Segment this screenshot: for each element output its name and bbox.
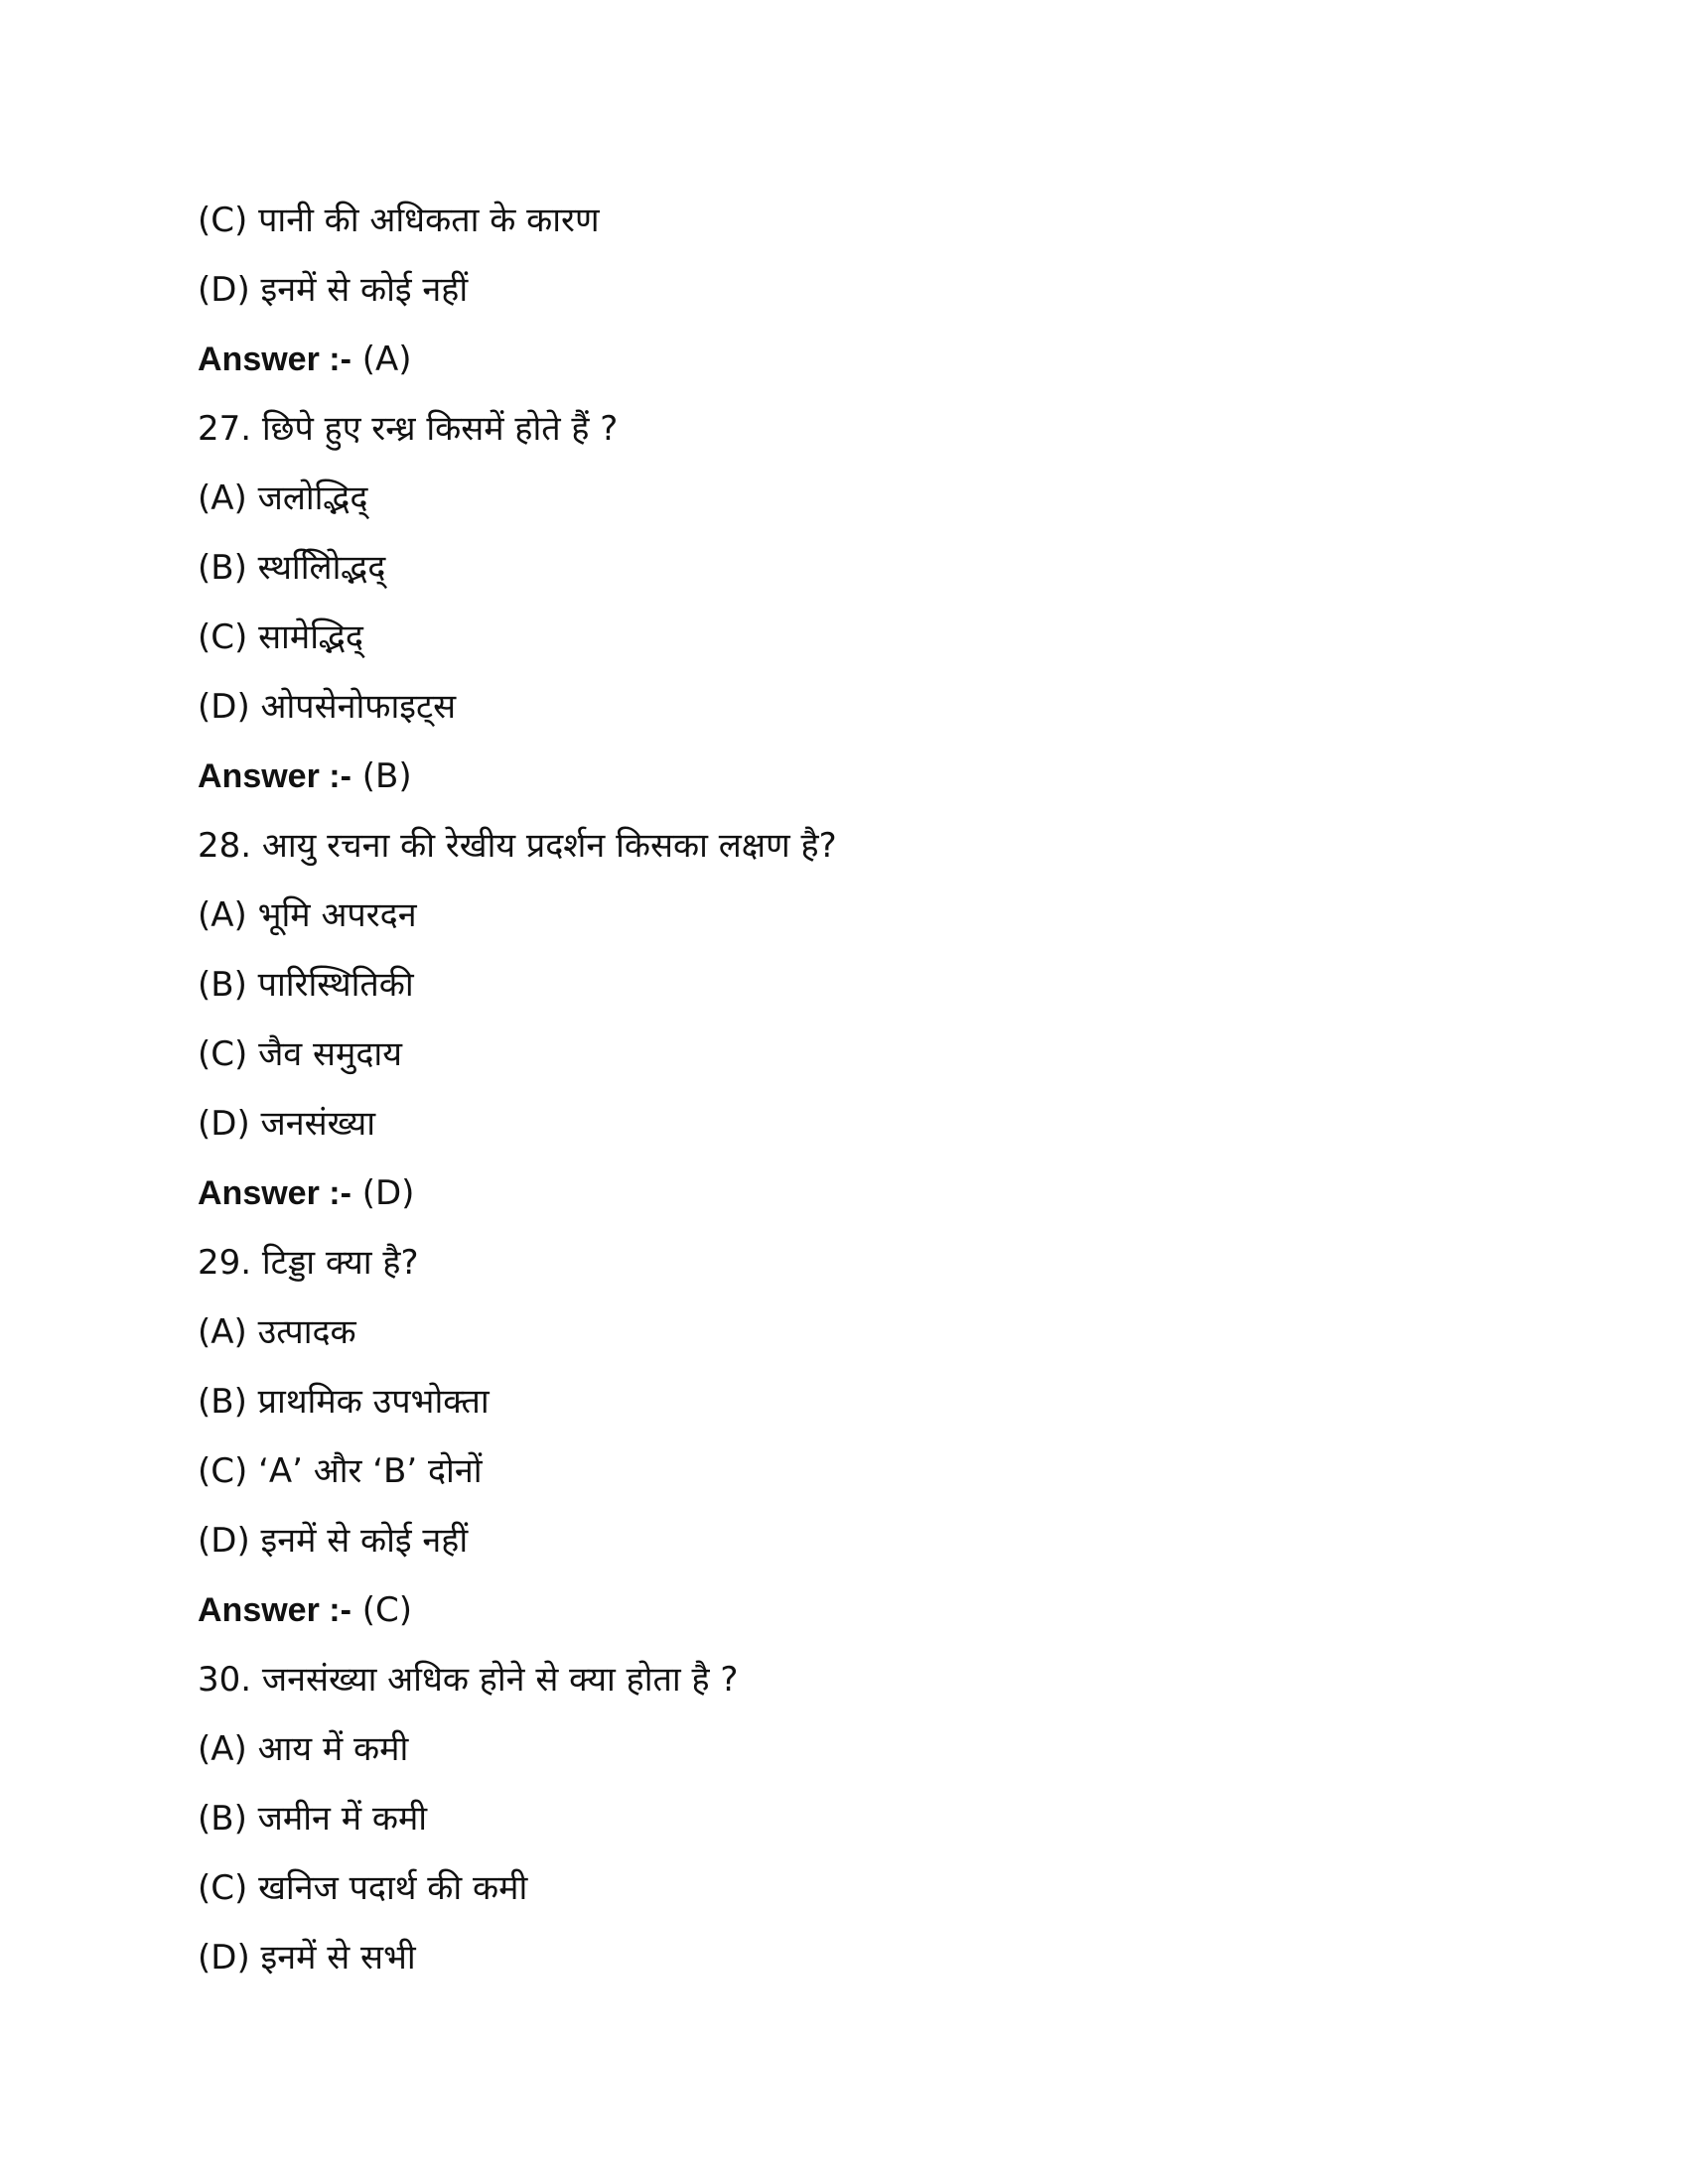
answer-value: (C) xyxy=(351,1590,412,1630)
answer-value: (B) xyxy=(351,756,412,796)
question-line: 30. जनसंख्या अधिक होने से क्या होता है ? xyxy=(198,1660,739,1700)
question-line: 27. छिपे हुए रन्ध्र किसमें होते हैं ? xyxy=(198,409,619,449)
option-line: (C) खनिज पदार्थ की कमी xyxy=(198,1868,528,1908)
option-line: (A) भूमि अपरदन xyxy=(198,895,417,935)
option-line: (C) सामेद्भिद् xyxy=(198,617,363,657)
option-line: (B) स्थलोििद्भद् xyxy=(198,548,386,588)
answer-line xyxy=(198,1582,1488,1652)
answer-line xyxy=(198,332,1488,401)
answer-value: (A) xyxy=(351,340,412,379)
option-line: (C) जैव समुदाय xyxy=(198,1034,402,1074)
option-line: (B) प्राथमिक उपभोक्ता xyxy=(198,1382,490,1422)
answer-label: Answer :- xyxy=(198,1591,352,1629)
option-line: (A) उत्पादक xyxy=(198,1312,356,1352)
answer-label: Answer :- xyxy=(198,757,352,795)
question-list xyxy=(198,193,1488,1999)
answer-label: Answer :- xyxy=(198,1174,352,1212)
question-line: 28. आयु रचना की रेखीय प्रदर्शन किसका लक्षण है? xyxy=(198,826,837,866)
option-line: (D) ओपसेनोफाइट्स xyxy=(198,687,457,727)
option-line: (D) इनमें से कोई नहीं xyxy=(198,270,469,310)
option-line: (B) पारिस्थितिकी xyxy=(198,965,414,1005)
option-line: (C) ‘A’ और ‘B’ दोनों xyxy=(198,1451,483,1491)
answer-line xyxy=(198,1165,1488,1235)
answer-line xyxy=(198,749,1488,818)
option-line: (D) जनसंख्या xyxy=(198,1104,376,1144)
answer-label: Answer :- xyxy=(198,341,352,378)
question-line: 29. टिड्डा क्या है? xyxy=(198,1243,419,1283)
option-line: (D) इनमें से कोई नहीं xyxy=(198,1521,469,1561)
option-line: (A) जलोद्भिद् xyxy=(198,478,368,518)
answer-value: (D) xyxy=(351,1173,415,1213)
option-line: (A) आय में कमी xyxy=(198,1729,409,1769)
option-line: (D) इनमें से सभी xyxy=(198,1938,416,1978)
option-line: (C) पानी की अधिकता के कारण xyxy=(198,201,600,240)
option-line: (B) जमीन में कमी xyxy=(198,1799,428,1839)
